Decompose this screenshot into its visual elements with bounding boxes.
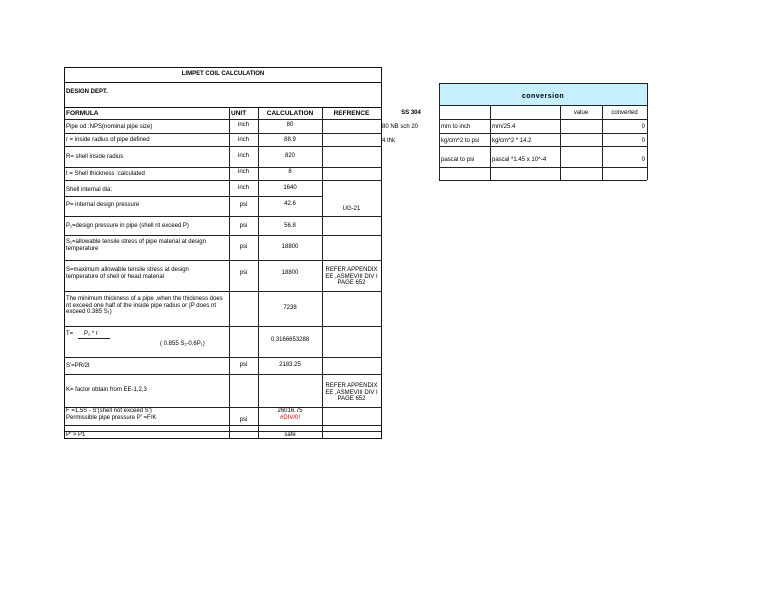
conversion-result: 0 — [641, 124, 645, 130]
conversion-label: pascal to psi — [441, 157, 475, 163]
row-calc: 2183.25 — [279, 362, 301, 368]
row-unit: psi — [239, 270, 248, 276]
row-formula: The minimum thickness of a pipe ,when the thickness does nt exceed one half of the inside pipe radius or (P does nt exceed 0.385 S₁) — [66, 296, 223, 315]
grid-line — [64, 438, 381, 439]
conversion-formula: pascal *1.45 x 10^-4 — [492, 157, 547, 163]
row-formula: Pipe od :NPS(nominal pipe size) — [66, 124, 153, 130]
row-unit: inch — [237, 122, 249, 128]
grid-line — [439, 83, 647, 84]
conversion-formula: kg/cm^2 * 14.2 — [492, 138, 532, 144]
row-calc: 0.3166653288 — [270, 337, 310, 343]
grid-line — [64, 180, 381, 181]
header-material: SS 304 — [401, 110, 421, 116]
conversion-formula: mm/25.4 — [492, 124, 516, 130]
grid-line — [439, 83, 440, 180]
row-formula: S₁=allowable tensile stress of pipe material at design temperature — [66, 239, 206, 252]
row-calc: 18800 — [281, 270, 299, 276]
grid-line — [439, 133, 647, 134]
grid-line — [439, 167, 647, 168]
row-formula: S=maximum allowable tensile stress at design temperature of shell or head material — [66, 267, 189, 280]
row-unit: inch — [237, 169, 249, 175]
row-unit: psi — [239, 417, 248, 423]
row-formula: F =1.5S - S'(shell not exceed S') — [66, 408, 152, 414]
row-calc: 7238 — [283, 305, 297, 311]
conversion-header-value: value — [573, 110, 589, 116]
row-formula: P' > P1 — [66, 432, 86, 438]
grid-line — [647, 83, 648, 180]
grid-line — [64, 357, 381, 358]
dept-label: DESIGN DEPT. — [66, 89, 108, 95]
row-formula: r = inside radius of pipe defined — [66, 137, 150, 143]
grid-line — [490, 105, 491, 180]
row-formula: P₁=design pressure in pipe (shell nt exceed P) — [66, 223, 189, 229]
conversion-label: kg/cm^2 to psi — [441, 138, 480, 144]
conversion-result: 0 — [641, 138, 645, 144]
page-title: LIMPET COIL CALCULATION — [181, 71, 265, 77]
row-calc: 8 — [288, 169, 292, 175]
row-calc: 820 — [284, 153, 295, 159]
grid-line — [64, 425, 381, 426]
grid-line — [64, 431, 381, 432]
grid-line — [64, 291, 381, 292]
grid-line — [64, 82, 381, 83]
grid-line — [64, 326, 381, 327]
grid-line — [64, 107, 381, 108]
grid-line — [381, 67, 382, 439]
row-calc: 56.8 — [284, 223, 296, 229]
row-calc: 88.9 — [284, 137, 296, 143]
row-calc: 18800 — [281, 244, 299, 250]
row-formula: Shell internal dia: — [66, 187, 113, 193]
grid-line — [64, 67, 381, 68]
conversion-title: conversion — [521, 93, 565, 100]
row-ref: UG-21 — [342, 206, 361, 212]
row-note: 4 thk — [382, 138, 396, 144]
row-unit: psi — [239, 223, 248, 229]
grid-line — [64, 374, 381, 375]
row-formula: R= shell inside radius — [66, 154, 124, 160]
grid-line — [64, 167, 381, 168]
row-calc: 26016.75 — [277, 408, 303, 414]
row-unit: inch — [237, 137, 249, 143]
conversion-result: 0 — [641, 157, 645, 163]
header-reference: REFRENCE — [333, 110, 370, 117]
header-unit: UNIT — [231, 110, 247, 117]
header-formula: FORMULA — [66, 110, 99, 117]
formula-denominator: ( 0.855 S₁-0.6P₁) — [160, 341, 205, 347]
grid-line — [439, 105, 647, 106]
row-formula: S'=PR/2t — [66, 363, 90, 369]
grid-line — [64, 235, 381, 236]
row-formula: P= internal design pressure — [66, 202, 140, 208]
row-ref: REFER APPENDIX EE ,ASMEVIII DIV I PAGE 652 — [325, 383, 378, 402]
row-formula: Permissible pipe pressure P' =F/K — [66, 415, 157, 421]
row-unit: inch — [237, 153, 249, 159]
grid-line — [439, 119, 647, 120]
grid-line — [64, 196, 322, 197]
row-unit: psi — [239, 244, 248, 250]
conversion-label: mm to inch — [441, 124, 471, 130]
formula-t-lhs: T= — [66, 331, 74, 337]
row-unit: psi — [239, 362, 248, 368]
row-formula: K= factor obtain from EE-1,2,3 — [66, 387, 147, 393]
row-calc: 1640 — [283, 185, 297, 191]
row-calc: safe — [284, 432, 296, 438]
grid-line — [439, 180, 647, 181]
grid-line — [64, 146, 381, 147]
grid-line — [64, 133, 381, 134]
grid-line — [64, 260, 381, 261]
fraction-bar — [78, 338, 110, 339]
grid-line — [64, 216, 381, 217]
row-calc: 42.6 — [284, 201, 296, 207]
row-unit: inch — [237, 185, 249, 191]
grid-line — [439, 146, 647, 147]
conversion-header-converted: converted — [611, 110, 638, 116]
row-unit: psi — [239, 202, 248, 208]
grid-line — [64, 119, 381, 120]
row-calc-error: #DIV/0! — [279, 415, 300, 421]
row-note: 80 NB sch 20 — [382, 124, 419, 130]
header-calculation: CALCULATION — [266, 110, 314, 117]
row-ref: REFER APPENDIX EE ,ASMEVIII DIV I PAGE 652 — [325, 267, 378, 286]
grid-line — [64, 67, 65, 439]
formula-numerator: P₁ * r — [84, 331, 98, 337]
row-formula: t = Shell thickness :calculated — [66, 171, 145, 177]
row-calc: 80 — [286, 122, 294, 128]
